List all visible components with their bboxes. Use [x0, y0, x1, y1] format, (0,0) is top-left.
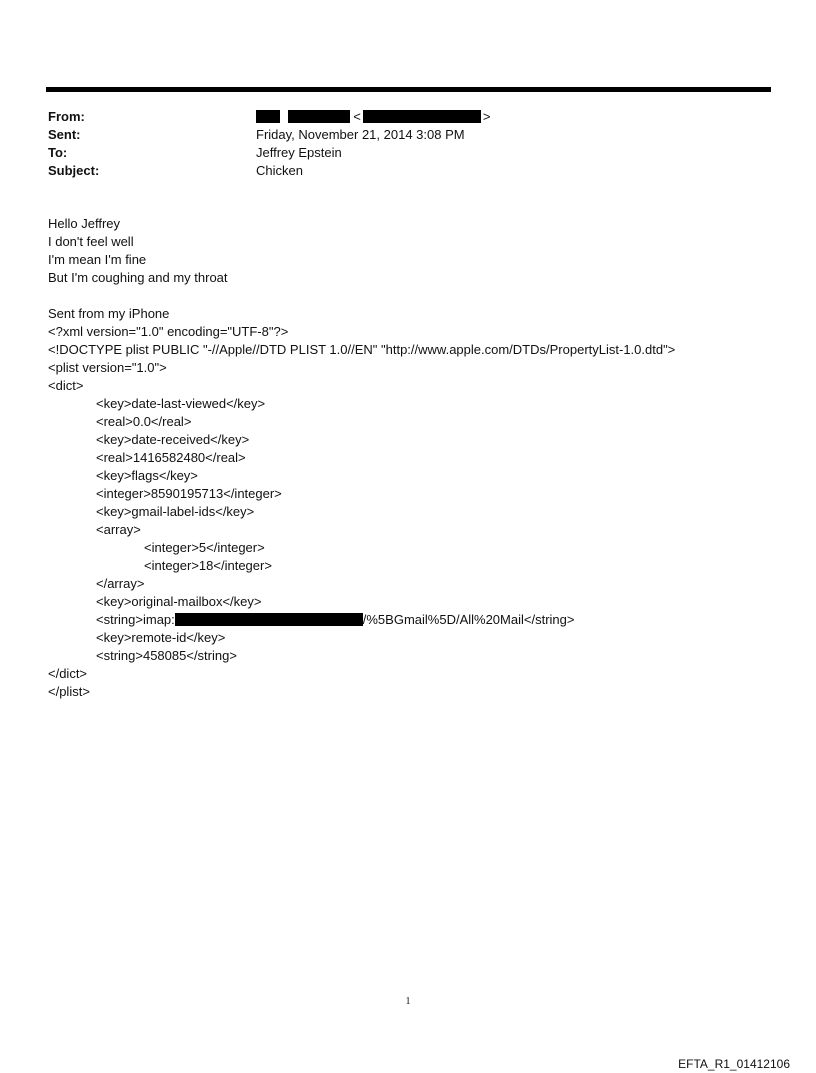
body-line: I'm mean I'm fine [48, 252, 147, 267]
to-value: Jeffrey Epstein [256, 145, 342, 160]
email-body [48, 215, 768, 701]
body-line: Hello Jeffrey [48, 216, 121, 231]
subject-row [48, 162, 748, 180]
sent-row [48, 126, 748, 144]
from-angle-close: > [482, 109, 491, 124]
from-value [256, 108, 490, 126]
plist-line: <key>original-mailbox</key> [96, 594, 262, 609]
to-label: To: [48, 145, 68, 160]
plist-line: <plist version="1.0"> [48, 360, 167, 375]
from-angle-open: < [353, 109, 361, 124]
email-header [48, 108, 748, 180]
plist-line-mailbox [48, 611, 768, 629]
redaction-block [175, 613, 363, 626]
plist-line: <key>date-received</key> [96, 432, 250, 447]
plist-line: <integer>5</integer> [144, 540, 265, 555]
bates-number: EFTA_R1_01412106 [678, 1057, 790, 1071]
plist-line: <?xml version="1.0" encoding="UTF-8"?> [48, 324, 289, 339]
from-label: From: [48, 109, 85, 124]
sent-value: Friday, November 21, 2014 3:08 PM [256, 127, 465, 142]
body-line: I don't feel well [48, 234, 134, 249]
plist-line: <!DOCTYPE plist PUBLIC "-//Apple//DTD PLIST 1.0//EN" "http://www.apple.com/DTDs/PropertyList-1.0.dtd"> [48, 342, 676, 357]
plist-line: <real>1416582480</real> [96, 450, 246, 465]
plist-line: <key>flags</key> [96, 468, 198, 483]
plist-line: </array> [96, 576, 145, 591]
signature: Sent from my iPhone [48, 306, 170, 321]
page-number: 1 [405, 996, 411, 1007]
from-row [48, 108, 748, 126]
subject-value: Chicken [256, 163, 303, 178]
redaction-block [288, 110, 350, 123]
plist-line: <key>gmail-label-ids</key> [96, 504, 255, 519]
plist-line: </dict> [48, 666, 88, 681]
mailbox-prefix: <string>imap: [96, 612, 175, 627]
plist-line: <key>date-last-viewed</key> [96, 396, 266, 411]
sent-label: Sent: [48, 127, 81, 142]
redaction-block [256, 110, 280, 123]
plist-line: <string>458085</string> [96, 648, 237, 663]
plist-line: <dict> [48, 378, 84, 393]
plist-line: <key>remote-id</key> [96, 630, 226, 645]
body-line: But I'm coughing and my throat [48, 270, 228, 285]
plist-line: </plist> [48, 684, 90, 699]
mailbox-suffix: /%5BGmail%5D/All%20Mail</string> [362, 612, 575, 627]
header-rule [46, 87, 771, 92]
plist-line: <integer>18</integer> [144, 558, 272, 573]
plist-line: <array> [96, 522, 141, 537]
plist-line: <real>0.0</real> [96, 414, 192, 429]
subject-label: Subject: [48, 163, 100, 178]
to-row [48, 144, 748, 162]
plist-line: <integer>8590195713</integer> [96, 486, 282, 501]
redaction-block [363, 110, 481, 123]
